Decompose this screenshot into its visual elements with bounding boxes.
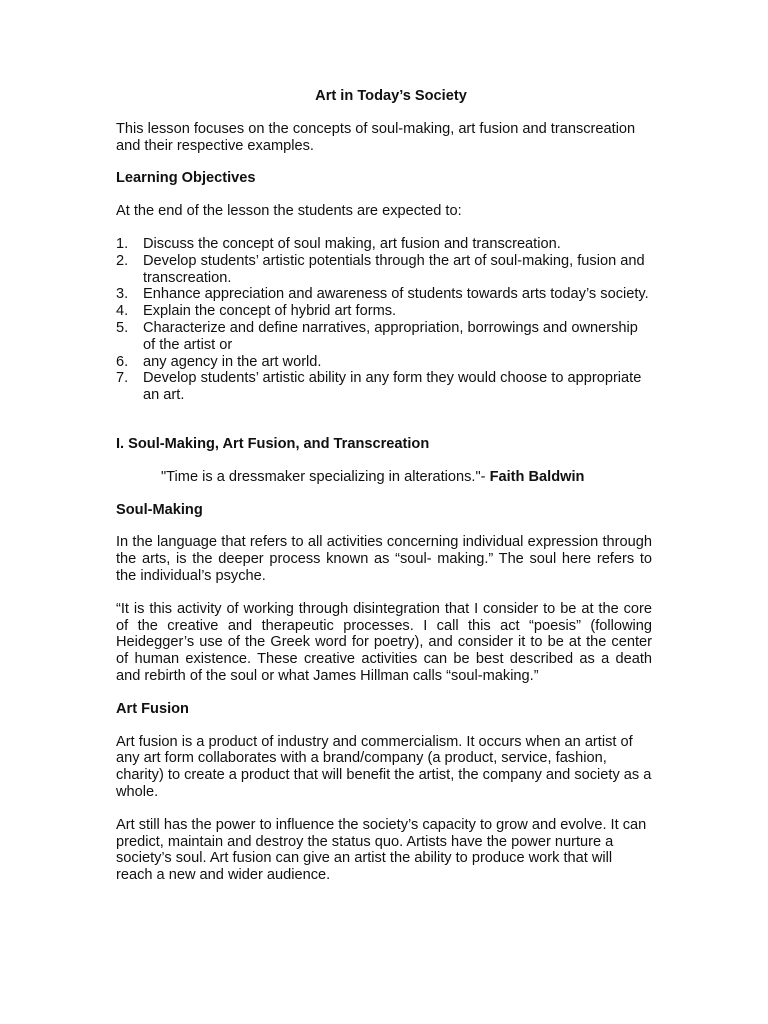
objective-item — [116, 354, 652, 371]
objective-number: 4. — [116, 303, 129, 320]
objective-item — [116, 370, 652, 404]
objective-item — [116, 286, 652, 303]
objective-item — [116, 253, 652, 287]
objective-text: Develop students’ artistic potentials through the art of soul-making, fusion and transcreation. — [143, 252, 645, 286]
epigraph-quote — [161, 469, 652, 486]
objective-text: Explain the concept of hybrid art forms. — [143, 303, 397, 320]
objective-number: 3. — [116, 286, 129, 303]
objective-number: 5. — [116, 319, 129, 336]
objective-number: 6. — [116, 353, 129, 370]
art-fusion-paragraph-1: Art fusion is a product of industry and commercialism. It occurs when an artist of any art form collaborates with a brand/company (a product, service, fashion, charity) to create a product that will benefit the artist, the company and society as a whole. — [116, 733, 652, 800]
objectives-list — [116, 236, 652, 404]
section-1-heading: I. Soul-Making, Art Fusion, and Transcreation — [116, 435, 430, 452]
objective-number: 1. — [116, 235, 129, 252]
objective-item — [116, 303, 652, 320]
document-title: Art in Today’s Society — [315, 88, 467, 104]
document-page — [116, 88, 652, 900]
quote-text: "Time is a dressmaker specializing in alterations."- — [161, 468, 490, 485]
objective-text: Discuss the concept of soul making, art fusion and transcreation. — [143, 235, 561, 252]
objective-item — [116, 236, 652, 253]
quote-author: Faith Baldwin — [489, 468, 585, 485]
objective-number: 2. — [116, 252, 129, 269]
art-fusion-paragraph-2: Art still has the power to influence the society’s capacity to grow and evolve. It can predict, maintain and destroy the status quo. Artists have the power nurture a society’s soul. Art fusion can give an artist the ability to produce work that will reach a new and wider audience. — [116, 816, 647, 884]
objective-item — [116, 320, 652, 354]
soul-making-heading: Soul-Making — [116, 501, 203, 518]
objective-text: Develop students’ artistic ability in any form they would choose to appropriate an art. — [143, 370, 642, 404]
objectives-lead: At the end of the lesson the students are expected to: — [116, 203, 462, 220]
objective-text: Enhance appreciation and awareness of students towards arts today’s society. — [143, 286, 649, 303]
learning-objectives-heading: Learning Objectives — [116, 170, 256, 187]
soul-making-paragraph-2: “It is this activity of working through disintegration that I consider to be at the core of the creative and therapeutic processes. I call this act “poesis” (following Heidegger’s use of the Greek word for poetry), and consider it to be at the center of human existence. These creative activities can be best described as a death and rebirth of the soul or what James Hillman calls “soul-making.” — [116, 600, 652, 684]
intro-paragraph: This lesson focuses on the concepts of soul-making, art fusion and transcreation and their respective examples. — [116, 120, 636, 154]
soul-making-paragraph-1: In the language that refers to all activities concerning individual expression through the arts, is the deeper process known as “soul- making.” The soul here refers to the individual’s psyche. — [116, 534, 652, 584]
objective-number: 7. — [116, 370, 129, 387]
objective-text: Characterize and define narratives, appropriation, borrowings and ownership of the artist or — [143, 319, 638, 353]
art-fusion-heading: Art Fusion — [116, 700, 189, 717]
objective-text: any agency in the art world. — [143, 353, 322, 370]
